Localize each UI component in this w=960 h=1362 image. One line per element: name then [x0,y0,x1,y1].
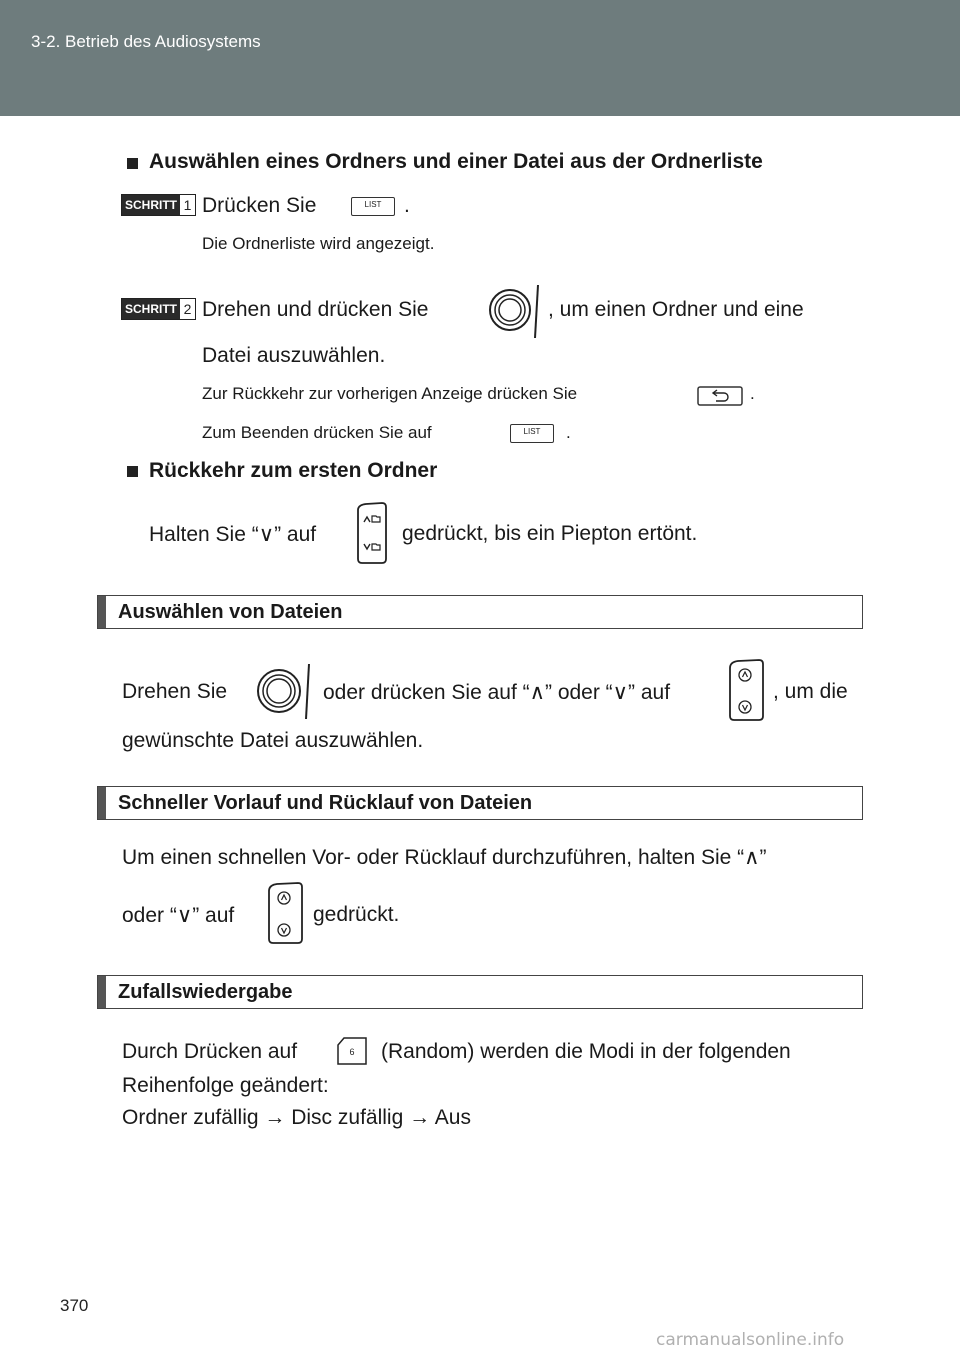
fast-forward-line2-b: gedrückt. [313,903,400,926]
folder-up-down-icon [352,502,388,564]
seek-up-down-icon [265,882,305,944]
random-line2: Reihenfolge geändert: [122,1074,329,1097]
preset-6-button-icon [336,1037,368,1065]
list-button-icon: LIST [351,197,395,216]
step1-period: . [404,194,410,217]
step1-note: Die Ordnerliste wird angezeigt. [202,234,435,253]
fast-forward-line1: Um einen schnellen Vor- oder Rücklauf durchzuführen, halten Sie “∧” [122,846,767,869]
section-heading-select-files: Auswählen von Dateien [97,595,863,629]
step1-text: Drücken Sie [202,194,317,217]
section-heading-fast-forward: Schneller Vorlauf und Rücklauf von Dateien [97,786,863,820]
random-line3: Ordner zufällig → Disc zufällig → Aus [122,1106,471,1129]
page-header [0,0,960,116]
step-badge-2: SCHRITT 2 [121,298,196,320]
step2-note2: Zum Beenden drücken Sie auf [202,423,432,442]
preset-6-label: 6 [349,1047,355,1057]
select-files-text-a: Drehen Sie [122,680,228,703]
step2-text-a: Drehen und drücken Sie [202,298,429,321]
select-files-text-line2: gewünschte Datei auszuwählen. [122,729,424,752]
watermark: carmanualsonline.info [656,1330,845,1350]
back-arrow-icon [697,386,743,406]
section-heading-random: Zufallswiedergabe [97,975,863,1009]
step2-text-b: , um einen Ordner und eine [548,298,804,321]
first-folder-text-b: gedrückt, bis ein Piepton ertönt. [402,522,698,545]
knob-icon [254,662,312,720]
step2-note1: Zur Rückkehr zur vorherigen Anzeige drücken Sie [202,384,578,403]
bullet-square-icon [127,466,138,477]
step-badge-1: SCHRITT 1 [121,194,196,216]
select-files-text-c: , um die [773,680,848,703]
step2-text-line2: Datei auszuwählen. [202,344,386,367]
step2-note1-period: . [750,384,755,403]
select-files-text-b: oder drücken Sie auf “∧” oder “∨” auf [323,681,671,704]
bullet-square-icon [127,158,138,169]
knob-icon [488,283,544,339]
sub-heading-first-folder: Rückkehr zum ersten Ordner [149,459,438,482]
random-line1-b: (Random) werden die Modi in der folgenden [381,1040,791,1063]
step2-note2-period: . [566,423,571,442]
fast-forward-line2-a: oder “∨” auf [122,904,235,927]
random-line1-a: Durch Drücken auf [122,1040,298,1063]
sub-heading-folder-select: Auswählen eines Ordners und einer Datei aus der Ordnerliste [149,150,763,173]
first-folder-text-a: Halten Sie “∨” auf [149,523,317,546]
page-number: 370 [60,1296,89,1315]
seek-up-down-icon [726,659,766,721]
chapter-title: 3-2. Betrieb des Audiosystems [31,32,261,51]
list-button-icon-2: LIST [510,424,554,443]
